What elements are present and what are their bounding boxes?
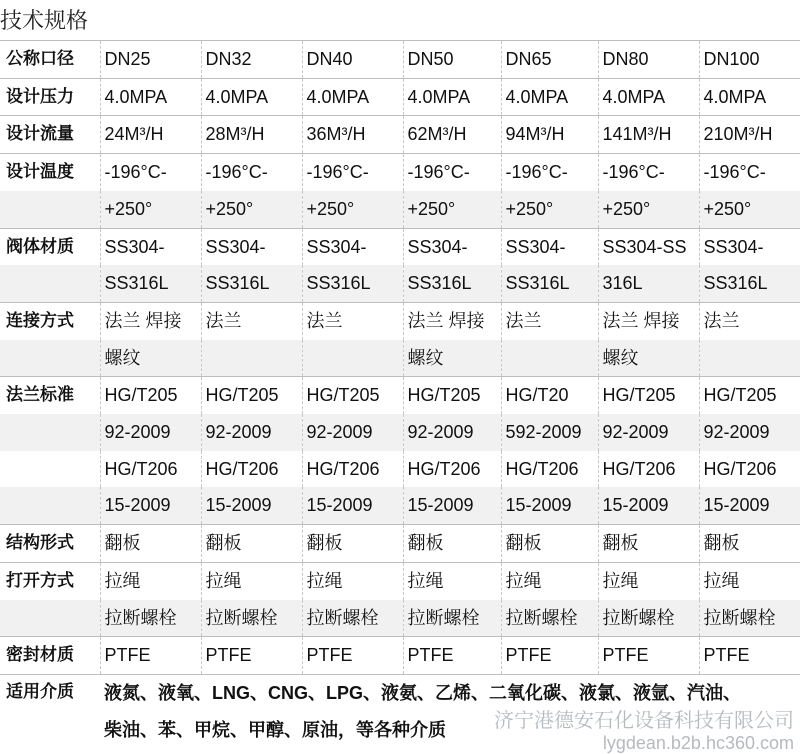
spec-cell: 法兰 (699, 302, 800, 339)
spec-cell: 法兰 焊接 (100, 302, 201, 339)
spec-cell (201, 340, 302, 377)
spec-cell: DN50 (403, 41, 501, 79)
spec-cell: 翻板 (100, 525, 201, 563)
spec-cell: 拉绳 (403, 562, 501, 599)
spec-cell: -196°C- (302, 154, 403, 191)
spec-cell: 4.0MPA (501, 78, 598, 116)
spec-cell: +250° (201, 191, 302, 228)
spec-cell: SS304- (201, 228, 302, 265)
spec-cell: -196°C- (501, 154, 598, 191)
spec-cell: -196°C- (201, 154, 302, 191)
spec-cell: 翻板 (598, 525, 699, 563)
table-row (0, 637, 800, 675)
spec-cell: -196°C- (699, 154, 800, 191)
spec-cell: 316L (598, 265, 699, 302)
spec-cell: DN100 (699, 41, 800, 79)
spec-cell: HG/T205 (403, 377, 501, 414)
spec-cell: +250° (100, 191, 201, 228)
media-line: 柴油、苯、甲烷、甲醇、原油，等各种介质 (104, 719, 446, 740)
row-label-empty (0, 414, 100, 451)
spec-cell: 4.0MPA (100, 78, 201, 116)
spec-cell: 法兰 焊接 (403, 302, 501, 339)
spec-cell: 92-2009 (699, 414, 800, 451)
spec-cell: 翻板 (501, 525, 598, 563)
spec-cell: 拉绳 (302, 562, 403, 599)
spec-cell: -196°C- (100, 154, 201, 191)
spec-cell: 拉断螺栓 (100, 600, 201, 637)
spec-cell: SS316L (201, 265, 302, 302)
row-label: 设计温度 (0, 154, 100, 191)
table-row (0, 525, 800, 563)
spec-cell: 拉绳 (201, 562, 302, 599)
spec-cell: +250° (403, 191, 501, 228)
row-label-empty (0, 451, 100, 488)
row-label: 打开方式 (0, 562, 100, 599)
spec-cell: SS304- (699, 228, 800, 265)
spec-cell: PTFE (598, 637, 699, 675)
spec-cell: HG/T206 (403, 451, 501, 488)
spec-table (0, 40, 800, 748)
spec-cell: 62M³/H (403, 116, 501, 154)
spec-cell: 4.0MPA (403, 78, 501, 116)
row-label-empty (0, 191, 100, 228)
spec-cell: SS316L (100, 265, 201, 302)
table-row (0, 265, 800, 302)
spec-cell: 拉绳 (100, 562, 201, 599)
spec-cell: 15-2009 (201, 487, 302, 524)
table-row (0, 228, 800, 265)
spec-cell: 92-2009 (100, 414, 201, 451)
table-row (0, 154, 800, 191)
spec-cell: 法兰 (302, 302, 403, 339)
table-row (0, 562, 800, 599)
spec-cell: -196°C- (403, 154, 501, 191)
spec-cell: 15-2009 (403, 487, 501, 524)
spec-cell: SS316L (699, 265, 800, 302)
spec-cell: HG/T205 (100, 377, 201, 414)
row-label-empty (0, 340, 100, 377)
spec-cell: 4.0MPA (302, 78, 403, 116)
spec-cell: SS316L (403, 265, 501, 302)
spec-cell: PTFE (501, 637, 598, 675)
spec-cell: DN32 (201, 41, 302, 79)
spec-cell: 拉断螺栓 (501, 600, 598, 637)
spec-cell: HG/T205 (598, 377, 699, 414)
table-row (0, 414, 800, 451)
spec-cell: HG/T205 (302, 377, 403, 414)
spec-cell: +250° (501, 191, 598, 228)
spec-cell: PTFE (699, 637, 800, 675)
spec-cell: 翻板 (699, 525, 800, 563)
spec-cell: 141M³/H (598, 116, 699, 154)
row-label: 密封材质 (0, 637, 100, 675)
spec-cell: 法兰 (501, 302, 598, 339)
spec-cell: 螺纹 (598, 340, 699, 377)
row-label: 公称口径 (0, 41, 100, 79)
spec-cell: PTFE (201, 637, 302, 675)
spec-cell: HG/T205 (699, 377, 800, 414)
spec-cell (302, 340, 403, 377)
spec-cell: SS304- (302, 228, 403, 265)
table-row (0, 302, 800, 339)
row-label: 阀体材质 (0, 228, 100, 265)
row-label-media: 适用介质 (0, 674, 100, 748)
spec-cell: 92-2009 (201, 414, 302, 451)
table-row (0, 600, 800, 637)
spec-cell: 法兰 (201, 302, 302, 339)
section-title: 技术规格 (0, 8, 89, 33)
row-label: 设计流量 (0, 116, 100, 154)
spec-cell: PTFE (403, 637, 501, 675)
spec-cell: 螺纹 (403, 340, 501, 377)
watermark (494, 710, 794, 754)
spec-cell: 592-2009 (501, 414, 598, 451)
spec-cell: 拉断螺栓 (598, 600, 699, 637)
spec-cell: 15-2009 (100, 487, 201, 524)
spec-cell: DN80 (598, 41, 699, 79)
spec-cell: 拉绳 (501, 562, 598, 599)
spec-cell: 拉断螺栓 (201, 600, 302, 637)
spec-cell: 拉断螺栓 (302, 600, 403, 637)
spec-cell: SS316L (302, 265, 403, 302)
spec-cell: HG/T206 (699, 451, 800, 488)
row-label: 法兰标准 (0, 377, 100, 414)
row-label: 连接方式 (0, 302, 100, 339)
spec-cell: 28M³/H (201, 116, 302, 154)
spec-cell: 法兰 焊接 (598, 302, 699, 339)
watermark-url: lygdean.b2b.hc360.com (602, 733, 794, 753)
spec-cell: 94M³/H (501, 116, 598, 154)
table-row (0, 191, 800, 228)
spec-cell: +250° (598, 191, 699, 228)
row-label: 设计压力 (0, 78, 100, 116)
spec-cell: 拉绳 (598, 562, 699, 599)
spec-cell: PTFE (302, 637, 403, 675)
spec-cell: PTFE (100, 637, 201, 675)
spec-cell: 拉绳 (699, 562, 800, 599)
spec-cell: 15-2009 (302, 487, 403, 524)
spec-cell: SS316L (501, 265, 598, 302)
spec-cell: 24M³/H (100, 116, 201, 154)
spec-cell: SS304- (100, 228, 201, 265)
spec-cell: 翻板 (403, 525, 501, 563)
spec-cell: 15-2009 (501, 487, 598, 524)
spec-cell: HG/T206 (201, 451, 302, 488)
spec-cell: +250° (699, 191, 800, 228)
row-label-empty (0, 265, 100, 302)
table-row (0, 116, 800, 154)
watermark-company: 济宁港德安石化设备科技有限公司 (494, 710, 794, 732)
spec-cell: HG/T205 (201, 377, 302, 414)
media-line: 液氮、液氧、LNG、CNG、LPG、液氨、乙烯、二氧化碳、液氯、液氩、汽油、 (104, 682, 741, 703)
spec-cell: SS304- (501, 228, 598, 265)
spec-cell: DN40 (302, 41, 403, 79)
spec-cell: +250° (302, 191, 403, 228)
spec-cell: 翻板 (302, 525, 403, 563)
spec-cell: HG/T206 (501, 451, 598, 488)
spec-cell: HG/T206 (100, 451, 201, 488)
spec-cell: 4.0MPA (699, 78, 800, 116)
table-row (0, 41, 800, 79)
spec-cell: 拉断螺栓 (699, 600, 800, 637)
spec-cell (699, 340, 800, 377)
spec-cell: SS304- (403, 228, 501, 265)
spec-cell: 4.0MPA (201, 78, 302, 116)
table-row (0, 78, 800, 116)
spec-cell: 92-2009 (302, 414, 403, 451)
spec-cell: 92-2009 (403, 414, 501, 451)
spec-cell: 36M³/H (302, 116, 403, 154)
spec-cell (501, 340, 598, 377)
spec-cell: 4.0MPA (598, 78, 699, 116)
spec-cell: -196°C- (598, 154, 699, 191)
spec-cell: HG/T206 (598, 451, 699, 488)
table-row (0, 340, 800, 377)
spec-cell: HG/T206 (302, 451, 403, 488)
table-row (0, 377, 800, 414)
spec-cell: HG/T20 (501, 377, 598, 414)
spec-cell: 螺纹 (100, 340, 201, 377)
spec-cell: 210M³/H (699, 116, 800, 154)
spec-cell: DN65 (501, 41, 598, 79)
spec-cell: 15-2009 (598, 487, 699, 524)
spec-cell: 拉断螺栓 (403, 600, 501, 637)
row-label-empty (0, 487, 100, 524)
row-label-empty (0, 600, 100, 637)
spec-cell: SS304-SS (598, 228, 699, 265)
table-row (0, 487, 800, 524)
table-row (0, 451, 800, 488)
row-label: 结构形式 (0, 525, 100, 563)
spec-cell: 92-2009 (598, 414, 699, 451)
spec-cell: 15-2009 (699, 487, 800, 524)
spec-cell: DN25 (100, 41, 201, 79)
spec-cell: 翻板 (201, 525, 302, 563)
